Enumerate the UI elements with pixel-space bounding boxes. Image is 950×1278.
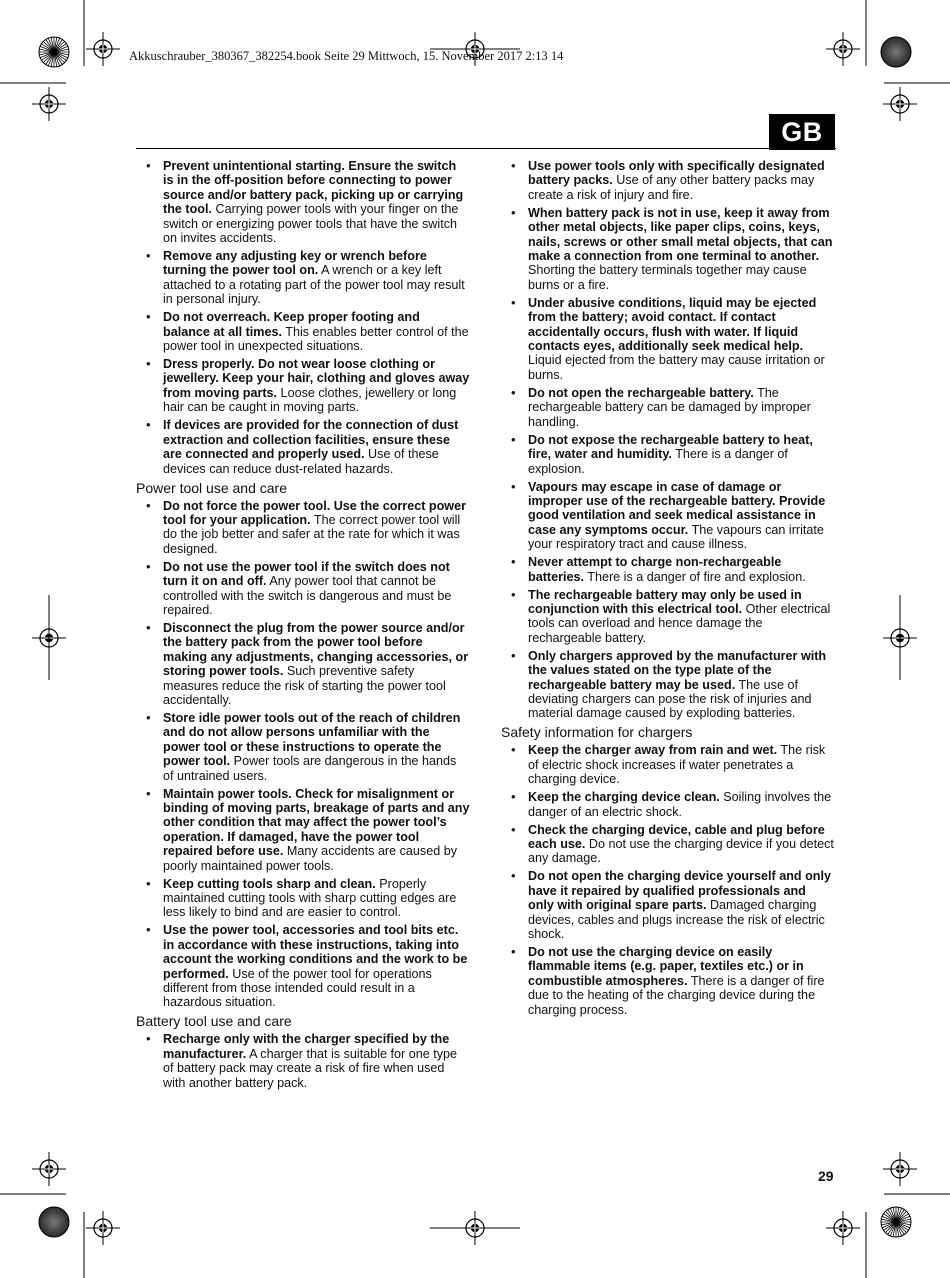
item-bold-instruction: Disconnect the plug from the power source and/or the battery pack from the power tool before making any adjustments, changing accessories, or storing power tools. [163,620,469,679]
book-file-header: Akkuschrauber_380367_382254.book Seite 29 Mittwoch, 15. November 2017 2:13 14 [129,49,564,63]
item-bold-instruction: Do not open the rechargeable battery. [528,385,754,400]
item-bold-instruction: Do not overreach. Keep proper footing and balance at all times. [163,310,420,339]
item-explanation: Power tools are dangerous in the hands of untrained users. [163,754,457,783]
list-charger-safety [501,743,835,1017]
section-heading-battery: Battery tool use and care [136,1013,292,1030]
item-bold-instruction: Vapours may escape in case of damage or improper use of the rechargeable battery. Provide good ventilation and seek medical assistance in case any symptoms occur. [528,479,826,537]
item-bold-instruction: Use power tools only with specifically designated battery packs. [528,159,825,188]
item-explanation: A wrench or a key left attached to a rotating part of the power tool may result in personal injury. [163,263,465,307]
item-bold-instruction: Do not expose the rechargeable battery to heat, fire, water and humidity. [528,432,813,462]
item-bold-instruction: Do not use the power tool if the switch does not turn it on and off. [163,559,450,589]
page-number: 29 [818,1168,834,1184]
item-bold-instruction: Never attempt to charge non-rechargeable batteries. [528,555,782,584]
list-personal-safety [136,159,470,476]
list-item [501,159,835,202]
list-power-tool-use [136,499,470,1010]
list-item [136,877,470,920]
item-explanation: The rechargeable battery can be damaged by improper handling. [528,385,811,429]
list-item [501,386,835,429]
item-bold-instruction: Remove any adjusting key or wrench before turning the power tool on. [163,249,427,278]
list-item [136,711,470,783]
item-explanation: Use of the power tool for operations different from those intended could result in a hazardous situation. [163,966,432,1010]
list-item [136,560,470,618]
list-item [136,418,470,476]
item-bold-instruction: Recharge only with the charger specified by the manufacturer. [163,1032,450,1061]
section-heading-chargers: Safety information for chargers [501,724,693,741]
list-item [501,433,835,476]
item-bold-instruction: Prevent unintentional starting. Ensure the switch is in the off-position before connecting to power source and/or battery pack, picking up or carrying the tool. [163,159,464,217]
list-item [501,869,835,941]
item-bold-instruction: Do not open the charging device yourself and only have it repaired by qualified professionals and only with original spare parts. [528,869,831,913]
list-item [501,555,835,584]
right-column [501,159,835,1021]
item-explanation: Many accidents are caused by poorly maintained power tools. [163,844,457,873]
item-explanation: Use of these devices can reduce dust-related hazards. [163,447,439,476]
item-explanation: Damaged charging devices, cables and plugs increase the risk of electric shock. [528,898,825,942]
list-item [501,296,835,382]
header-rule [136,148,836,149]
item-bold-instruction: The rechargeable battery may only be used in conjunction with this electrical tool. [528,587,802,616]
left-column [136,159,470,1094]
item-explanation: Any power tool that cannot be controlled with the switch is dangerous and must be repaired. [163,574,452,617]
item-bold-instruction: Do not use the charging device on easily flammable items (e.g. paper, textiles etc.) or in combustible atmospheres. [528,945,804,988]
item-explanation: Properly maintained cutting tools with sharp cutting edges are less likely to bind and are easier to control. [163,876,457,920]
list-item [501,588,835,646]
list-item [136,249,470,307]
item-bold-instruction: Check the charging device, cable and plug before each use. [528,822,825,851]
list-item [136,1032,470,1090]
list-item [501,823,835,866]
item-bold-instruction: Only chargers approved by the manufacturer with the values stated on the type plate of the rechargeable battery may be used. [528,648,827,692]
list-item [136,787,470,873]
list-item [501,743,835,786]
item-explanation: Liquid ejected from the battery may cause irritation or burns. [528,353,825,382]
list-item [501,480,835,552]
item-explanation: Loose clothes, jewellery or long hair can be caught in moving parts. [163,385,457,415]
item-explanation: Such preventive safety measures reduce the risk of starting the power tool accidentally. [163,664,446,707]
item-bold-instruction: Keep the charging device clean. [528,790,720,805]
item-explanation: Use of any other battery packs may create a risk of injury and fire. [528,173,815,202]
item-bold-instruction: Store idle power tools out of the reach of children and do not allow persons unfamiliar with the power tool or these instructions to operate the power tool. [163,710,461,769]
item-bold-instruction: When battery pack is not in use, keep it away from other metal objects, like paper clips, coins, keys, nails, screws or other small metal objects, that can make a connection from one terminal to another. [528,205,833,264]
language-badge: GB [769,114,835,150]
item-bold-instruction: Do not force the power tool. Use the correct power tool for your application. [163,498,466,527]
list-item [136,159,470,245]
list-battery-use-continued [501,159,835,721]
list-item [136,357,470,415]
list-item [501,206,835,292]
item-explanation: There is a danger of explosion. [528,447,788,476]
list-battery-use [136,1032,470,1090]
item-bold-instruction: Keep cutting tools sharp and clean. [163,876,376,891]
list-item [501,649,835,721]
item-explanation: A charger that is suitable for one type of battery pack may create a risk of fire when used with another battery pack. [163,1046,458,1090]
item-bold-instruction: Under abusive conditions, liquid may be ejected from the battery; avoid contact. If contact accidentally occurs, flush with water. If liquid contacts eyes, additionally seek medical help. [528,295,817,354]
item-bold-instruction: Use the power tool, accessories and tool bits etc. in accordance with these instructions, taking into account the working conditions and the work to be performed. [163,923,468,981]
item-explanation: The risk of electric shock increases if water penetrates a charging device. [528,743,826,787]
list-item [136,621,470,707]
item-explanation: Carrying power tools with your finger on the switch or energizing power tools that have the switch on invites accidents. [163,202,459,246]
item-bold-instruction: If devices are provided for the connection of dust extraction and collection facilities, ensure these are connected and properly used. [163,418,459,462]
list-item [136,310,470,353]
list-item [501,945,835,1017]
item-explanation: Shorting the battery terminals together may cause burns or a fire. [528,263,807,292]
item-explanation: Other electrical tools can overload and hence damage the rechargeable battery. [528,601,831,645]
list-item [136,923,470,1009]
item-explanation: The correct power tool will do the job better and safer at the rate for which it was designed. [163,512,461,556]
item-explanation: This enables better control of the power tool in unexpected situations. [163,324,469,354]
section-heading-power-tool: Power tool use and care [136,479,287,496]
item-explanation: There is a danger of fire and explosion. [584,569,806,584]
item-explanation: There is a danger of fire due to the heating of the charging device during the charging process. [528,973,825,1017]
list-item [136,499,470,557]
item-bold-instruction: Dress properly. Do not wear loose clothing or jewellery. Keep your hair, clothing and gloves away from moving parts. [163,357,470,400]
item-explanation: The vapours can irritate your respiratory tract and cause illness. [528,522,824,552]
item-explanation: The use of deviating chargers can pose the risk of injuries and material damage caused by exploding batteries. [528,677,812,721]
item-explanation: Do not use the charging device if you detect any damage. [528,837,834,866]
list-item [501,790,835,819]
item-bold-instruction: Keep the charger away from rain and wet. [528,743,778,758]
item-explanation: Soiling involves the danger of an electric shock. [528,790,832,819]
item-bold-instruction: Maintain power tools. Check for misalignment or binding of moving parts, breakage of parts and any other condition that may affect the power tool’s operation. If damaged, have the power tool repaired before use. [163,786,470,859]
